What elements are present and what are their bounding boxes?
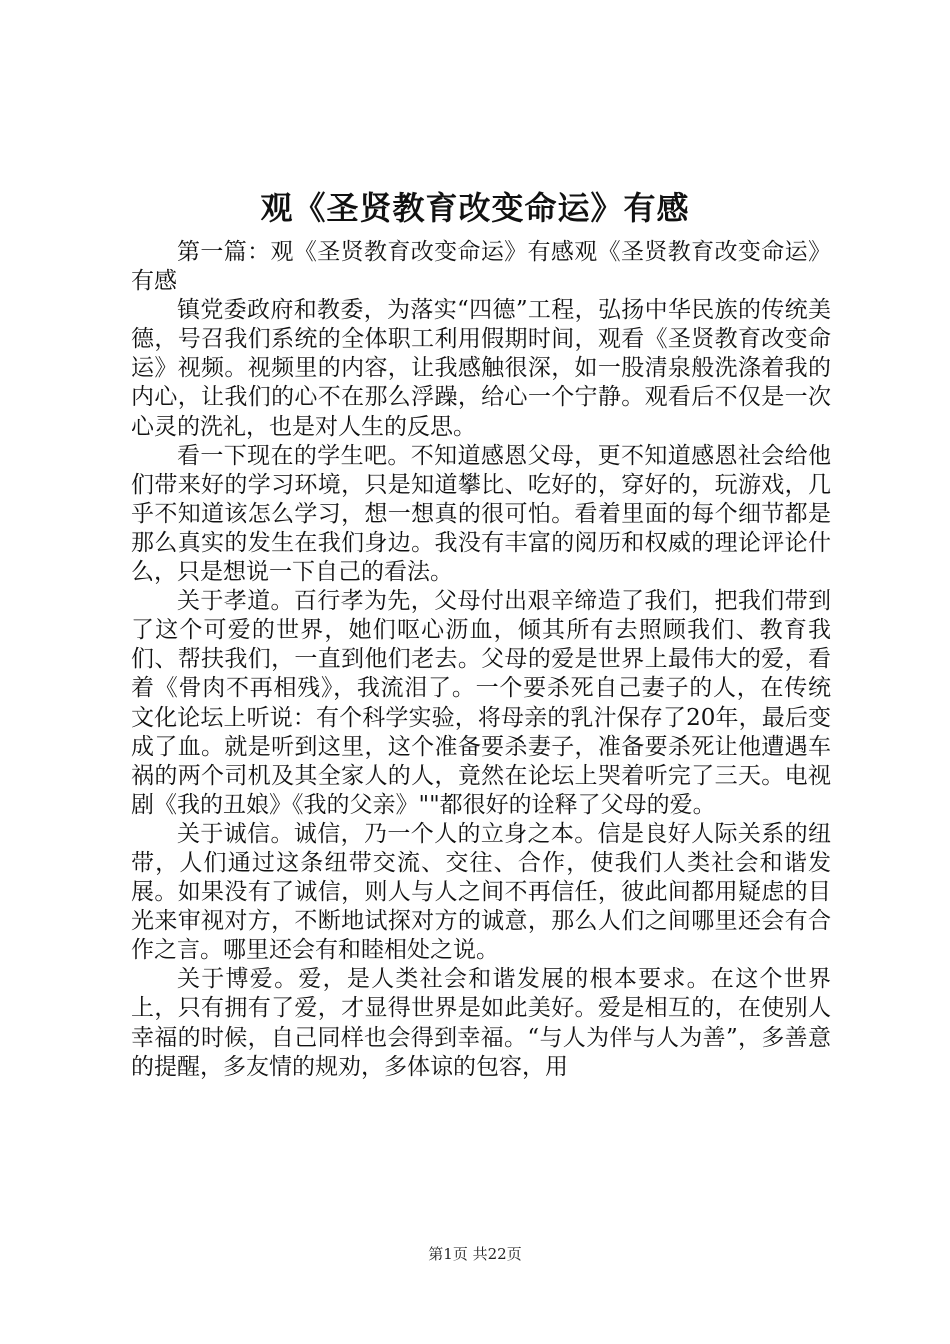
paragraph-fraternity: 关于博爱。爱，是人类社会和谐发展的根本要求。在这个世界上，只有拥有了爱，才显得世界是如此美好。爱是相互的，在使别人幸福的时候，自己同样也会得到幸福。“与人为伴与人为善”，多善意的提醒，多友情的规劝，多体谅的包容，用: [131, 966, 831, 1080]
paragraph-intro: 第一篇：观《圣贤教育改变命运》有感观《圣贤教育改变命运》有感: [131, 239, 831, 295]
paragraph-filial-piety: 关于孝道。百行孝为先，父母付出艰辛缔造了我们，把我们带到了这个可爱的世界，她们呕心沥血，倾其所有去照顾我们、教育我们、帮扶我们，一直到他们老去。父母的爱是世界上最伟大的爱，看着《骨肉不再相残》，我流泪了。一个要杀死自己妻子的人，在传统文化论坛上听说：有个科学实验，将母亲的乳汁保存了20年，最后变成了血。就是听到这里，这个准备要杀妻子，准备要杀死让他遭遇车祸的两个司机及其全家人的人，竟然在论坛上哭着听完了三天。电视剧《我的丑娘》《我的父亲》""都很好的诠释了父母的爱。: [131, 588, 831, 818]
page-number-footer: 第1页 共22页: [428, 1245, 522, 1263]
page-title: 观《圣贤教育改变命运》有感: [260, 189, 690, 227]
paragraph-background: 镇党委政府和教委，为落实“四德”工程，弘扬中华民族的传统美德，号召我们系统的全体职工利用假期时间，观看《圣贤教育改变命运》视频。视频里的内容，让我感触很深，如一股清泉般洗涤着我的内心，让我们的心不在那么浮躁，给心一个宁静。观看后不仅是一次心灵的洗礼，也是对人生的反思。: [131, 297, 831, 440]
paragraph-students: 看一下现在的学生吧。不知道感恩父母，更不知道感恩社会给他们带来好的学习环境，只是知道攀比、吃好的，穿好的，玩游戏，几乎不知道该怎么学习，想一想真的很可怕。看着里面的每个细节都是那么真实的发生在我们身边。我没有丰富的阅历和权威的理论评论什么，只是想说一下自己的看法。: [131, 442, 831, 586]
document-body: [131, 238, 831, 1082]
paragraph-honesty: 关于诚信。诚信，乃一个人的立身之本。信是良好人际关系的纽带，人们通过这条纽带交流、交往、合作，使我们人类社会和谐发展。如果没有了诚信，则人与人之间不再信任，彼此间都用疑虑的目光来审视对方，不断地试探对方的诚意，那么人们之间哪里还会有合作之言。哪里还会有和睦相处之说。: [131, 820, 831, 964]
